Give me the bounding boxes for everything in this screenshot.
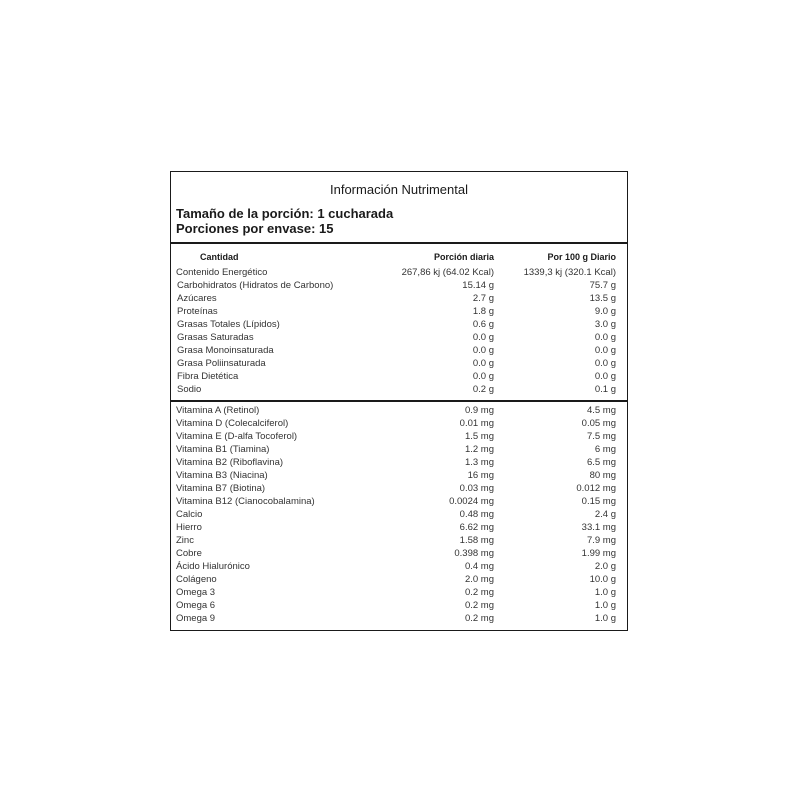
servings-per-container: Porciones por envase: 15 bbox=[176, 221, 334, 236]
nutrient-per100-value: 0.0 g bbox=[594, 371, 616, 382]
nutrient-serving-value: 267,86 kj (64.02 Kcal) bbox=[401, 267, 494, 278]
serving-info bbox=[176, 206, 393, 236]
serving-size: Tamaño de la porción: 1 cucharada bbox=[176, 206, 394, 221]
nutrient-per100-value: 1.0 g bbox=[594, 600, 616, 611]
nutrient-name: Grasas Saturadas bbox=[177, 332, 254, 343]
nutrient-row bbox=[171, 418, 627, 431]
nutrient-row bbox=[171, 267, 627, 280]
nutrient-serving-value: 0.0024 mg bbox=[449, 496, 494, 507]
nutrient-name: Azúcares bbox=[177, 293, 217, 304]
panel-title: Información Nutrimental bbox=[330, 182, 468, 197]
nutrient-serving-value: 0.2 g bbox=[472, 384, 494, 395]
nutrient-per100-value: 0.15 mg bbox=[581, 496, 616, 507]
nutrient-name: Zinc bbox=[176, 535, 194, 546]
nutrient-serving-value: 0.2 mg bbox=[464, 600, 494, 611]
nutrient-per100-value: 7.5 mg bbox=[586, 431, 616, 442]
nutrient-per100-value: 1.0 g bbox=[594, 587, 616, 598]
column-header-serving: Porción diaria bbox=[433, 252, 494, 262]
nutrient-row bbox=[171, 306, 627, 319]
nutrient-row bbox=[171, 535, 627, 548]
header-divider bbox=[171, 242, 627, 244]
nutrient-serving-value: 6.62 mg bbox=[459, 522, 494, 533]
nutrient-name: Omega 6 bbox=[176, 600, 216, 611]
nutrient-name: Vitamina B2 (Riboflavina) bbox=[176, 457, 284, 468]
nutrient-serving-value: 0.4 mg bbox=[464, 561, 494, 572]
nutrient-name: Vitamina A (Retinol) bbox=[176, 405, 260, 416]
nutrient-row bbox=[171, 280, 627, 293]
nutrient-name: Vitamina B7 (Biotina) bbox=[176, 483, 266, 494]
nutrient-per100-value: 0.1 g bbox=[594, 384, 616, 395]
nutrient-per100-value: 6 mg bbox=[594, 444, 616, 455]
nutrient-row bbox=[171, 587, 627, 600]
micronutrients-list bbox=[171, 405, 627, 626]
nutrient-per100-value: 33.1 mg bbox=[581, 522, 616, 533]
column-header-per100: Por 100 g Diario bbox=[547, 252, 616, 262]
nutrient-row bbox=[171, 600, 627, 613]
nutrient-name: Fibra Dietética bbox=[177, 371, 239, 382]
nutrient-name: Vitamina D (Colecalciferol) bbox=[176, 418, 289, 429]
nutrient-serving-value: 1.5 mg bbox=[464, 431, 494, 442]
nutrient-serving-value: 1.3 mg bbox=[464, 457, 494, 468]
nutrient-serving-value: 1.2 mg bbox=[464, 444, 494, 455]
nutrient-name: Vitamina B1 (Tiamina) bbox=[176, 444, 270, 455]
nutrient-serving-value: 0.6 g bbox=[472, 319, 494, 330]
nutrient-name: Vitamina E (D-alfa Tocoferol) bbox=[176, 431, 298, 442]
nutrient-serving-value: 0.03 mg bbox=[459, 483, 494, 494]
nutrient-name: Carbohidratos (Hidratos de Carbono) bbox=[177, 280, 334, 291]
nutrient-name: Ácido Hialurónico bbox=[176, 561, 250, 572]
nutrient-per100-value: 10.0 g bbox=[589, 574, 616, 585]
nutrient-serving-value: 16 mg bbox=[467, 470, 494, 481]
nutrient-serving-value: 0.398 mg bbox=[454, 548, 494, 559]
nutrient-name: Vitamina B3 (Niacina) bbox=[176, 470, 268, 481]
nutrient-serving-value: 0.01 mg bbox=[459, 418, 494, 429]
nutrient-per100-value: 1339,3 kj (320.1 Kcal) bbox=[523, 267, 616, 278]
nutrient-row bbox=[171, 509, 627, 522]
nutrient-per100-value: 1.99 mg bbox=[581, 548, 616, 559]
nutrition-facts-panel bbox=[170, 171, 628, 631]
nutrient-serving-value: 0.2 mg bbox=[464, 613, 494, 624]
nutrient-serving-value: 1.8 g bbox=[472, 306, 494, 317]
nutrient-name: Grasas Totales (Lípidos) bbox=[177, 319, 280, 330]
nutrient-row bbox=[171, 319, 627, 332]
nutrient-row bbox=[171, 293, 627, 306]
nutrient-serving-value: 0.9 mg bbox=[464, 405, 494, 416]
nutrient-row bbox=[171, 561, 627, 574]
nutrient-name: Sodio bbox=[177, 384, 202, 395]
nutrient-per100-value: 7.9 mg bbox=[586, 535, 616, 546]
nutrient-name: Colágeno bbox=[176, 574, 217, 585]
nutrient-per100-value: 1.0 g bbox=[594, 613, 616, 624]
nutrient-name: Grasa Monoinsaturada bbox=[177, 345, 274, 356]
nutrient-name: Vitamina B12 (Cianocobalamina) bbox=[176, 496, 315, 507]
nutrient-name: Calcio bbox=[176, 509, 203, 520]
nutrient-row bbox=[171, 574, 627, 587]
nutrient-per100-value: 3.0 g bbox=[594, 319, 616, 330]
nutrient-row bbox=[171, 522, 627, 535]
nutrient-per100-value: 0.0 g bbox=[594, 332, 616, 343]
nutrient-per100-value: 13.5 g bbox=[589, 293, 616, 304]
nutrient-serving-value: 0.2 mg bbox=[464, 587, 494, 598]
nutrient-name: Contenido Energético bbox=[176, 267, 268, 278]
nutrient-name: Omega 3 bbox=[176, 587, 216, 598]
nutrient-serving-value: 2.7 g bbox=[472, 293, 494, 304]
nutrient-row bbox=[171, 384, 627, 397]
nutrient-row bbox=[171, 496, 627, 509]
nutrient-serving-value: 0.48 mg bbox=[459, 509, 494, 520]
nutrient-per100-value: 9.0 g bbox=[594, 306, 616, 317]
nutrient-serving-value: 1.58 mg bbox=[459, 535, 494, 546]
nutrient-per100-value: 4.5 mg bbox=[586, 405, 616, 416]
nutrient-row bbox=[171, 548, 627, 561]
column-header-name: Cantidad bbox=[200, 252, 239, 262]
nutrient-serving-value: 0.0 g bbox=[472, 345, 494, 356]
nutrient-row bbox=[171, 358, 627, 371]
nutrient-per100-value: 0.0 g bbox=[594, 358, 616, 369]
nutrient-row bbox=[171, 431, 627, 444]
nutrient-row bbox=[171, 345, 627, 358]
nutrient-row bbox=[171, 470, 627, 483]
nutrient-name: Proteínas bbox=[177, 306, 218, 317]
nutrient-per100-value: 6.5 mg bbox=[586, 457, 616, 468]
nutrient-row bbox=[171, 483, 627, 496]
nutrient-per100-value: 2.0 g bbox=[594, 561, 616, 572]
nutrient-name: Omega 9 bbox=[176, 613, 216, 624]
nutrient-name: Hierro bbox=[176, 522, 202, 533]
nutrient-name: Grasa Poliinsaturada bbox=[177, 358, 266, 369]
nutrient-per100-value: 0.0 g bbox=[594, 345, 616, 356]
nutrient-per100-value: 0.05 mg bbox=[581, 418, 616, 429]
nutrient-serving-value: 0.0 g bbox=[472, 332, 494, 343]
nutrient-row bbox=[171, 332, 627, 345]
nutrient-serving-value: 0.0 g bbox=[472, 358, 494, 369]
nutrient-row bbox=[171, 613, 627, 626]
nutrient-row bbox=[171, 371, 627, 384]
nutrient-row bbox=[171, 405, 627, 418]
nutrient-row bbox=[171, 444, 627, 457]
nutrient-serving-value: 2.0 mg bbox=[464, 574, 494, 585]
nutrient-row bbox=[171, 457, 627, 470]
nutrient-name: Cobre bbox=[176, 548, 202, 559]
nutrient-serving-value: 15.14 g bbox=[462, 280, 494, 291]
nutrient-per100-value: 2.4 g bbox=[594, 509, 616, 520]
nutrient-per100-value: 0.012 mg bbox=[576, 483, 616, 494]
nutrient-per100-value: 80 mg bbox=[589, 470, 616, 481]
nutrient-serving-value: 0.0 g bbox=[472, 371, 494, 382]
macronutrients-list bbox=[171, 267, 627, 397]
section-divider bbox=[171, 400, 627, 402]
nutrient-per100-value: 75.7 g bbox=[589, 280, 616, 291]
